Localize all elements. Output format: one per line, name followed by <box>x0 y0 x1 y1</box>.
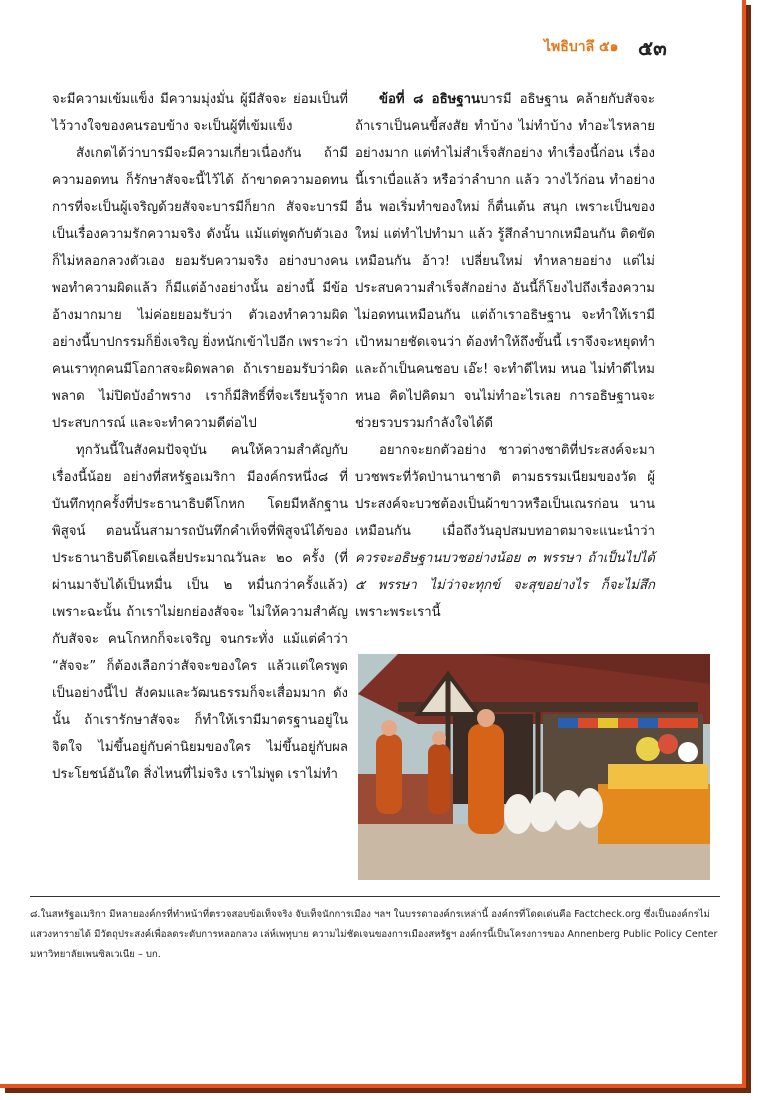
right-paragraph-1-body: บารมี อธิษฐาน คล้ายกับสัจจะ ถ้าเราเป็นคนขี้สงสัย ทำบ้าง ไม่ทำบ้าง ทำอะไรหลายอย่างมาก แต่ทำไม่สำเร็จสักอย่าง ทำเรื่องนี้ก่อน เรื่องนี้เราเบื่อแล้ว หรือว่าลำบาก แล้ว วางไว้ก่อน ทำอย่างอื่น พอเริ่มทำของใหม่ ก็ตื่นเต้น สนุก เพราะเป็นของใหม่ แต่ทำไปทำมา แล้ว รู้สึกลำบากเหมือนกัน ติดขัดเหมือนกัน อ้าว! เปลี่ยนใหม่ ทำหลายอย่าง แต่ไม่ประสบความสำเร็จสักอย่าง อันนี้ก็โยงไปถึงเรื่องความไม่อดทนเหมือนกัน แต่ถ้าเราอธิษฐาน จะทำให้เรามีเป้าหมายชัดเจนว่า ต้องทำให้ถึงขั้นนี้ เราจึงจะหยุดทำ และถ้าเป็นคนชอบ เอ๊ะ! จะทำดีไหม หนอ ไม่ทำดีไหมหนอ คิดไปคิดมา จนไม่ทำอะไรเลย การอธิษฐานจะช่วยรวบรวมกำลังใจได้ดี <box>355 92 655 431</box>
page-header <box>540 30 720 60</box>
section-heading-adhitthana: ข้อที่ ๘ อธิษฐาน <box>379 92 481 107</box>
left-paragraph-3: ทุกวันนี้ในสังคมปัจจุบัน คนให้ความสำคัญกับเรื่องนี้น้อย อย่างที่สหรัฐอเมริกา มีองค์กรหนึ่ง๘ ที่บันทึกทุกครั้งที่ประธานาธิบดีโกหก โดยมีหลักฐานพิสูจน์ ตอนนั้นสามารถบันทึกคำเท็จที่พิสูจน์ได้ของประธานาธิบดีโดยเฉลี่ยประมาณวันละ ๒๐ ครั้ง (ที่ผ่านมาจับได้เป็นหมื่น เป็น ๒ หมื่นกว่าครั้งแล้ว) เพราะฉะนั้น ถ้าเราไม่ยกย่องสัจจะ ไม่ให้ความสำคัญกับสัจจะ คนโกหกก็จะเจริญ จนกระทั่ง แม้แต่คำว่า “สัจจะ” ก็ต้องเลือกว่าสัจจะของใคร แล้วแต่ใครพูด เป็นอย่างนี้ไป สังคมและวัฒนธรรมก็จะเสื่อมมาก ดังนั้น ถ้าเรารักษาสัจจะ ก็ทำให้เรามีมาตรฐานอยู่ในจิตใจ ไม่ขึ้นอยู่กับค่านิยมของใคร ไม่ขึ้นอยู่กับผลประโยชน์อันใด สิ่งไหนที่ไม่จริง เราไม่พูด เราไม่ทำ <box>52 443 348 782</box>
right-paragraph-1 <box>355 86 655 437</box>
ordination-photo-illustration <box>358 654 710 880</box>
left-paragraph-2: สังเกตได้ว่าบารมีจะมีความเกี่ยวเนื่องกัน ถ้ามีความอดทน ก็รักษาสัจจะนี้ไว้ได้ ถ้าขาดความอดทน การที่จะเป็นผู้เจริญด้วยสัจจะบารมีก็ยาก สัจจะบารมี เป็นเรื่องความรักความจริง ดังนั้น แม้แต่พูดกับตัวเอง ก็ไม่หลอกลวงตัวเอง ยอมรับความจริง อย่างบางคน พอทำความผิดแล้ว ก็มีแต่อ้างอย่างนั้น อย่างนี้ มีข้ออ้างมากมาย ไม่ค่อยยอมรับว่า ตัวเองทำความผิด อย่างนี้บาปกรรมก็ยิ่งเจริญ ยิ่งหนักเข้าไปอีก เพราะว่าคนเราทุกคนมีโอกาสจะผิดพลาด ถ้าเรายอมรับว่าผิดพลาด ไม่ปิดบังอำพราง เราก็มีสิทธิ์ที่จะเรียนรู้จากประสบการณ์ และจะทำความดีต่อไป <box>52 146 348 431</box>
right-paragraph-2-quote: ควรจะอธิษฐานบวชอย่างน้อย ๓ พรรษา ถ้าเป็นไปได้ ๕ พรรษา ไม่ว่าจะทุกข์ จะสุขอย่างไร ก็จะไม่สึก <box>355 551 655 593</box>
left-paragraph-1: จะมีความเข้มแข็ง มีความมุ่งมั่น ผู้มีสัจจะ ย่อมเป็นที่ไว้วางใจของคนรอบข้าง จะเป็นผู้ที่เข้มแข็ง <box>52 92 348 134</box>
magazine-name: ไพธิบาลึ ๕๑ <box>544 39 619 55</box>
footnote-text: ๘.ในสหรัฐอเมริกา มีหลายองค์กรที่ทำหน้าที่ตรวจสอบข้อเท็จจริง จับเท็จนักการเมือง ฯลฯ ในบรรดาองค์กรเหล่านี้ องค์กรที่โดดเด่นคือ Factcheck.org ซึ่งเป็นองค์กรไม่แสวงหารายได้ มีวัตถุประสงค์เพื่อลดระดับการหลอกลวง เล่ห์เพทุบาย ความไม่ชัดเจนของการเมืองสหรัฐฯ องค์กรนี้เป็นโครงการของ Annenberg Public Policy Center มหาวิทยาลัยเพนซิลเวเนีย – บก. <box>30 909 718 960</box>
right-paragraph-2-tail: เพราะพระเรานี้ <box>355 605 441 620</box>
left-column <box>52 86 348 788</box>
right-paragraph-2-body: อยากจะยกตัวอย่าง ชาวต่างชาติที่ประสงค์จะมาบวชพระที่วัดป่านานาชาติ ตามธรรมเนียมของวัด ผู้ประสงค์จะบวชต้องเป็นผ้าขาวหรือเป็นเณรก่อน นานเหมือนกัน เมื่อถึงวันอุปสมบทอาตมาจะแนะนำว่า <box>355 443 655 539</box>
right-column <box>355 86 655 626</box>
right-paragraph-2 <box>355 437 655 626</box>
footnote-divider <box>30 896 720 897</box>
ordination-photo <box>358 654 710 880</box>
page-number: ๕๓ <box>638 36 667 60</box>
